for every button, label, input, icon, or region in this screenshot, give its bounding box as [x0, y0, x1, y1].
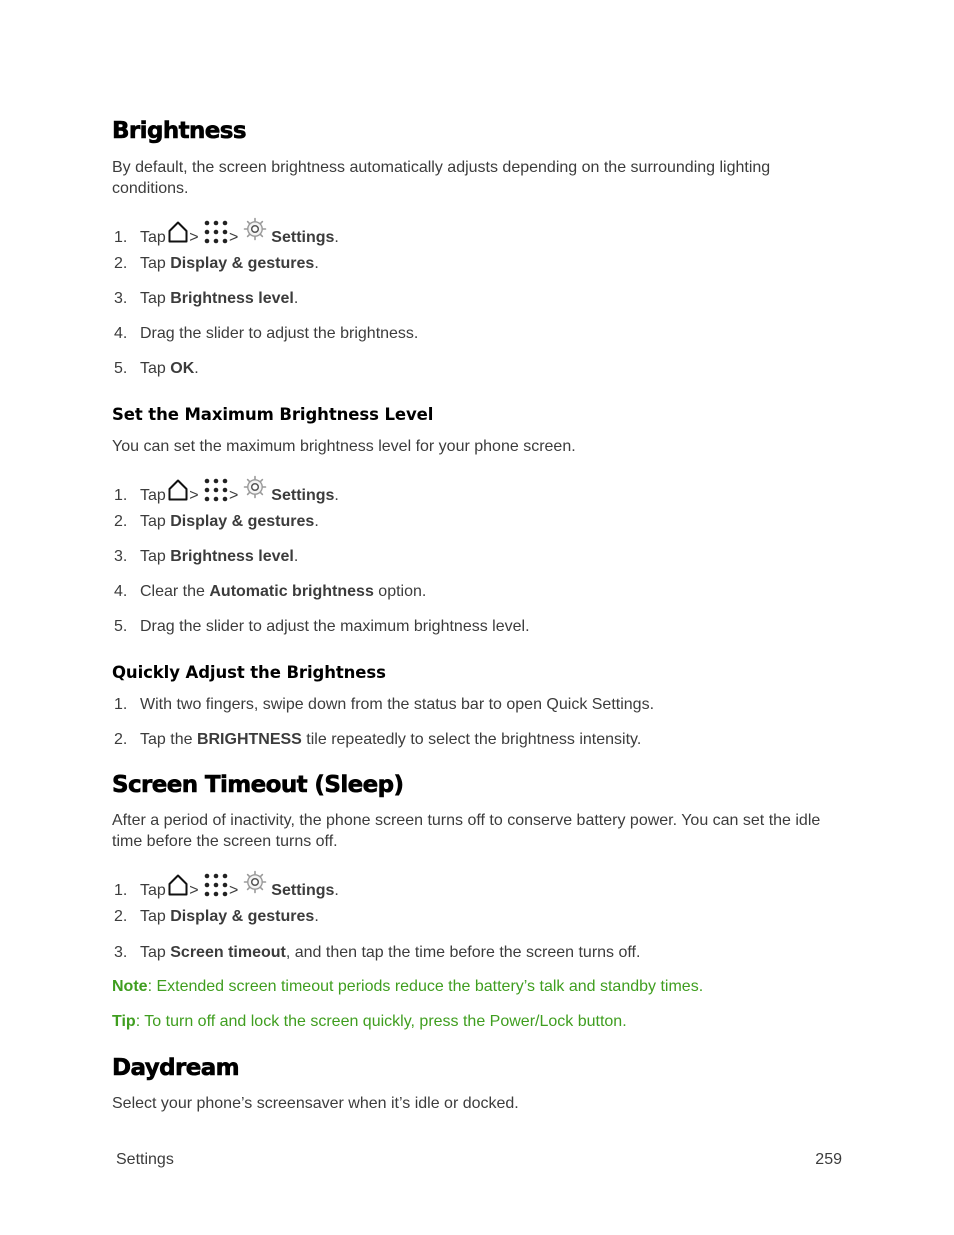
step-bold-text: Settings	[271, 229, 335, 246]
step-separator: >	[189, 882, 199, 899]
step-bold-text: Brightness level	[170, 548, 294, 565]
step-text: .	[293, 290, 299, 307]
quick-adjust-step-2	[114, 728, 641, 752]
step-number: 3.	[114, 944, 128, 961]
step-number: 2.	[114, 513, 128, 530]
settings-gear-icon	[243, 217, 267, 241]
footer-section-name: Settings	[116, 1151, 174, 1168]
step-text: Tap	[140, 255, 171, 272]
step-text: tile repeatedly to select the brightness intensity.	[301, 731, 642, 748]
step-text: Tap	[140, 548, 171, 565]
tip-label: Tip	[112, 1013, 136, 1030]
step-number: 1.	[114, 487, 128, 504]
step-text: .	[334, 229, 339, 246]
step-text: Tap	[140, 882, 166, 899]
step-text: Tap	[140, 290, 171, 307]
screen-timeout-intro: After a period of inactivity, the phone screen turns off to conserve battery power. You can set the idle time before the screen turns off.	[112, 812, 821, 850]
step-bold-text: BRIGHTNESS	[196, 731, 302, 748]
brightness-intro: By default, the screen brightness automatically adjusts depending on the surrounding lighting conditions.	[112, 159, 771, 197]
step-text: Tap the	[140, 731, 197, 748]
brightness-step-1	[114, 217, 339, 246]
step-number: 1.	[114, 696, 128, 713]
tip-text: : To turn off and lock the screen quickly, press the Power/Lock button.	[135, 1013, 627, 1030]
note-text: : Extended screen timeout periods reduce the battery’s talk and standby times.	[147, 978, 704, 995]
step-separator: >	[229, 487, 239, 504]
step-text: .	[314, 255, 319, 272]
max-brightness-intro: You can set the maximum brightness level for your phone screen.	[112, 438, 576, 455]
step-text: With two fingers, swipe down from the status bar to open Quick Settings.	[140, 696, 655, 713]
step-separator: >	[229, 882, 239, 899]
tip-callout	[112, 1013, 627, 1031]
max-brightness-step-2	[114, 510, 319, 534]
section-title-brightness: Brightness	[112, 118, 246, 144]
screen-timeout-step-2	[114, 905, 319, 929]
note-callout	[112, 978, 703, 996]
step-text: .	[334, 882, 339, 899]
footer-page-number: 259	[815, 1151, 842, 1168]
brightness-step-4	[114, 322, 418, 346]
step-text: .	[194, 360, 199, 377]
step-bold-text: Settings	[271, 487, 335, 504]
screen-timeout-step-1	[114, 870, 339, 899]
apps-icon	[203, 219, 229, 245]
step-text: , and then tap the time before the screen turns off.	[285, 944, 641, 961]
step-bold-text: Settings	[271, 882, 335, 899]
home-icon	[167, 873, 189, 897]
step-text: Tap	[140, 229, 166, 246]
settings-gear-icon	[243, 475, 267, 499]
step-bold-text: Automatic brightness	[209, 583, 374, 600]
apps-icon	[203, 477, 229, 503]
step-text: Tap	[140, 360, 171, 377]
daydream-intro: Select your phone’s screensaver when it’s idle or docked.	[112, 1095, 519, 1112]
apps-icon	[203, 872, 229, 898]
step-text: Drag the slider to adjust the maximum brightness level.	[140, 618, 530, 635]
note-label: Note	[112, 978, 148, 995]
step-text: Tap	[140, 944, 171, 961]
step-bold-text: Display & gestures	[170, 908, 315, 925]
max-brightness-step-4	[114, 580, 426, 604]
step-bold-text: Display & gestures	[170, 513, 315, 530]
step-separator: >	[189, 487, 199, 504]
step-number: 4.	[114, 325, 128, 342]
home-icon	[167, 478, 189, 502]
step-number: 3.	[114, 548, 128, 565]
screen-timeout-step-3	[114, 941, 640, 965]
step-text: .	[314, 513, 319, 530]
step-number: 1.	[114, 229, 128, 246]
step-number: 2.	[114, 731, 128, 748]
step-number: 1.	[114, 882, 128, 899]
settings-gear-icon	[243, 870, 267, 894]
home-icon	[167, 220, 189, 244]
step-number: 2.	[114, 908, 128, 925]
step-text: Drag the slider to adjust the brightness.	[140, 325, 419, 342]
step-separator: >	[229, 229, 239, 246]
step-bold-text: Screen timeout	[170, 944, 286, 961]
max-brightness-step-5	[114, 615, 530, 639]
subsection-title-quick-adjust: Quickly Adjust the Brightness	[112, 663, 386, 682]
step-number: 4.	[114, 583, 128, 600]
brightness-step-2	[114, 252, 319, 276]
max-brightness-step-3	[114, 545, 298, 569]
step-text: .	[293, 548, 299, 565]
step-text: Clear the	[140, 583, 210, 600]
section-title-screen-timeout: Screen Timeout (Sleep)	[112, 772, 404, 798]
brightness-step-3	[114, 287, 298, 311]
step-number: 5.	[114, 360, 128, 377]
quick-adjust-step-1	[114, 693, 654, 717]
step-text: Tap	[140, 908, 171, 925]
section-title-daydream: Daydream	[112, 1055, 239, 1081]
step-number: 3.	[114, 290, 128, 307]
step-text: Tap	[140, 513, 171, 530]
step-text: .	[314, 908, 319, 925]
max-brightness-step-1	[114, 475, 339, 504]
step-text: option.	[373, 583, 427, 600]
subsection-title-max-brightness: Set the Maximum Brightness Level	[112, 405, 434, 424]
step-bold-text: Brightness level	[170, 290, 294, 307]
step-text: .	[334, 487, 339, 504]
step-number: 5.	[114, 618, 128, 635]
step-number: 2.	[114, 255, 128, 272]
step-separator: >	[189, 229, 199, 246]
step-bold-text: OK	[170, 360, 195, 377]
step-bold-text: Display & gestures	[170, 255, 315, 272]
brightness-step-5	[114, 357, 199, 381]
step-text: Tap	[140, 487, 166, 504]
